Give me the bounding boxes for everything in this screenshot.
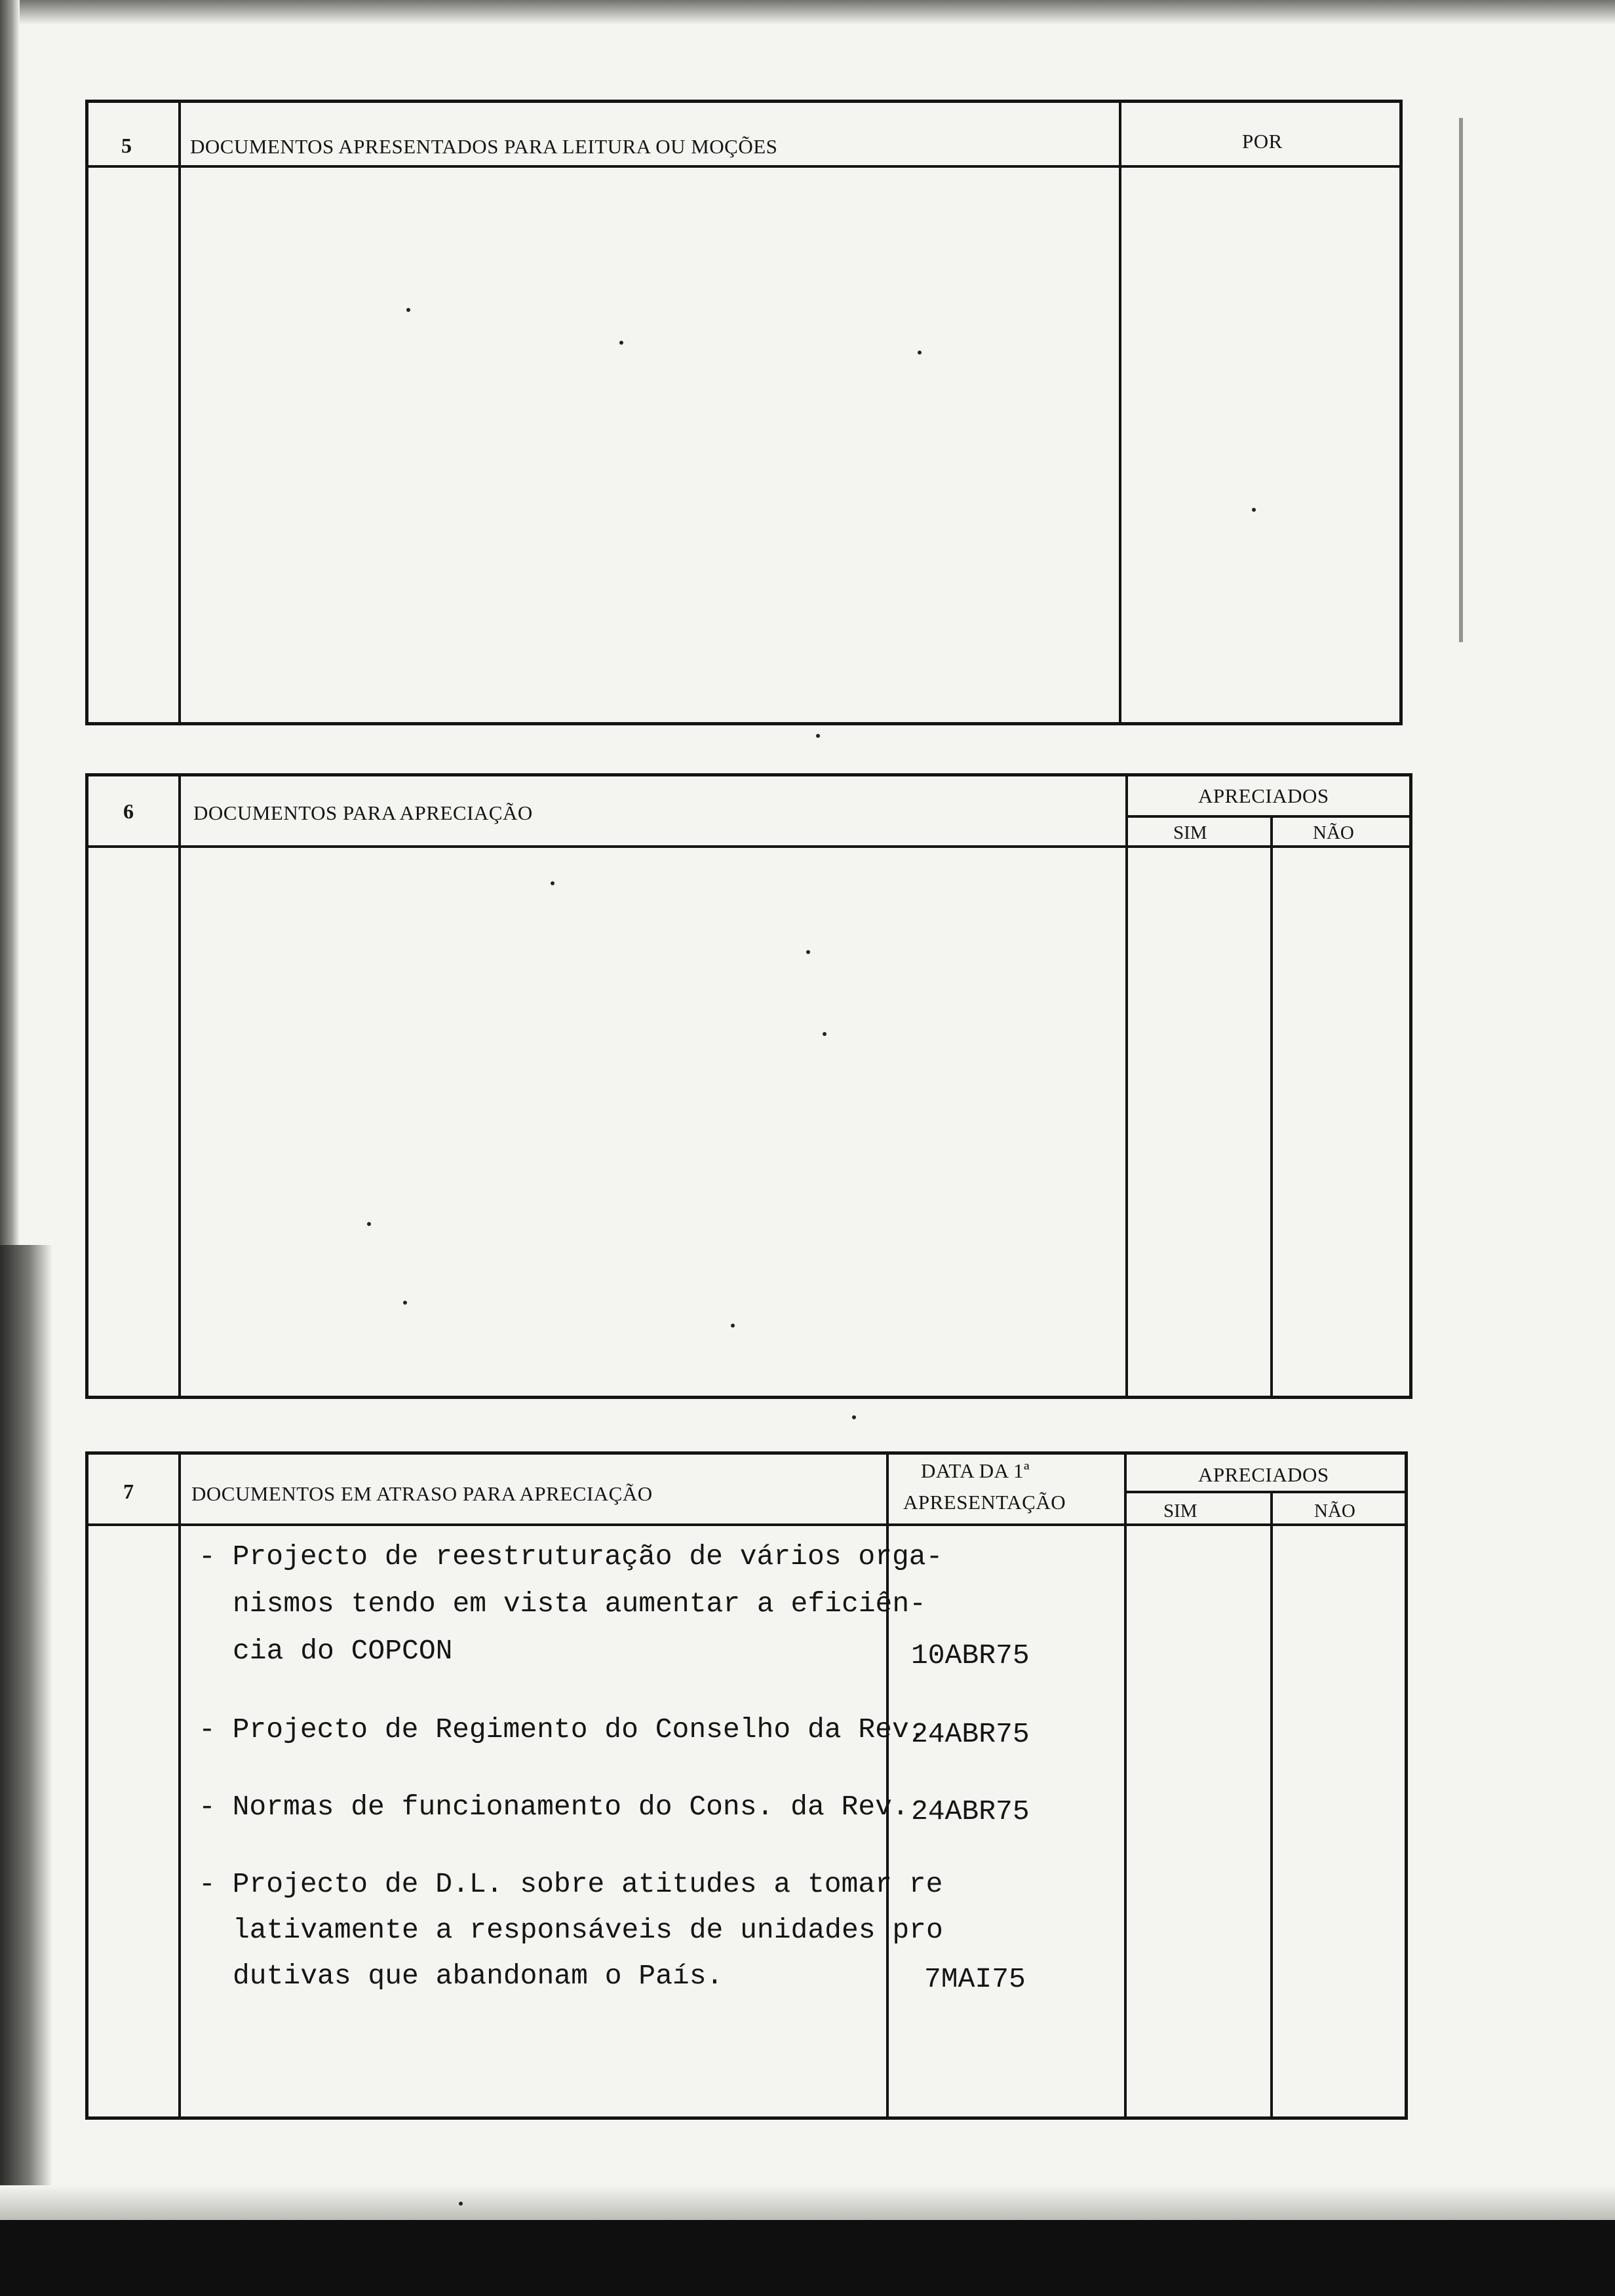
- item-4-line-3: dutivas que abandonam o País.: [233, 1960, 724, 1992]
- item-3-date: 24ABR75: [911, 1795, 1030, 1827]
- scan-speck: [367, 1222, 371, 1226]
- scan-speck: [619, 341, 623, 345]
- section-7-date-header-line1: DATA DA 1ª: [921, 1459, 1030, 1482]
- item-1-line-2: nismos tendo em vista aumentar a eficiên-: [233, 1588, 926, 1620]
- section-6-frame: [85, 773, 1412, 1399]
- scan-speck: [406, 308, 410, 312]
- item-4-line-1: - Projecto de D.L. sobre atitudes a tomar re: [199, 1868, 943, 1900]
- scan-speck: [731, 1324, 735, 1328]
- scan-speck: [551, 881, 555, 885]
- section-7-number: 7: [123, 1480, 134, 1503]
- scan-shadow-left: [0, 1245, 52, 2195]
- item-1-line-1: - Projecto de reestruturação de vários orga-: [199, 1540, 943, 1573]
- section-6-header-rule: [85, 845, 1412, 848]
- scan-edge-bottom: [0, 2220, 1615, 2296]
- section-6-sim-nao-divider: [1270, 815, 1273, 1399]
- section-5-number: 5: [121, 134, 132, 157]
- scan-speck: [459, 2202, 463, 2206]
- section-7-header-rule: [85, 1523, 1408, 1526]
- section-7-apreciados-rule: [1124, 1491, 1408, 1493]
- scan-speck: [816, 734, 820, 738]
- section-6-nao-header: NÃO: [1313, 822, 1354, 843]
- item-4-date: 7MAI75: [924, 1963, 1026, 1995]
- item-3-line-1: - Normas de funcionamento do Cons. da Rev.: [199, 1791, 909, 1823]
- scan-speck: [1252, 508, 1256, 512]
- section-6-title: DOCUMENTOS PARA APRECIAÇÃO: [193, 801, 533, 824]
- section-7-apreciados-divider: [1124, 1451, 1127, 2120]
- item-2-line-1: - Projecto de Regimento do Conselho da Rev.: [199, 1713, 926, 1746]
- scan-speck: [806, 950, 810, 954]
- scan-shadow-bottom: [0, 2185, 1615, 2220]
- section-7-number-divider: [178, 1451, 181, 2120]
- scan-speck: [918, 351, 922, 354]
- item-2-date: 24ABR75: [911, 1718, 1030, 1750]
- section-7-sim-nao-divider: [1270, 1491, 1273, 2120]
- section-7-sim-header: SIM: [1163, 1501, 1197, 1521]
- item-1-line-3: cia do COPCON: [233, 1635, 453, 1667]
- scan-speck: [823, 1032, 827, 1036]
- scan-edge-right: [1459, 118, 1463, 642]
- section-5-header-rule: [85, 165, 1403, 168]
- item-4-line-2: lativamente a responsáveis de unidades pro: [233, 1914, 943, 1946]
- item-1-date: 10ABR75: [911, 1639, 1030, 1672]
- section-7-apreciados-header: APRECIADOS: [1198, 1463, 1329, 1486]
- section-5-por-divider: [1119, 100, 1121, 725]
- scan-speck: [403, 1301, 407, 1305]
- section-6-apreciados-rule: [1125, 815, 1412, 818]
- scan-edge-top: [0, 0, 1615, 25]
- section-7-title: DOCUMENTOS EM ATRASO PARA APRECIAÇÃO: [191, 1482, 653, 1505]
- section-5-title: DOCUMENTOS APRESENTADOS PARA LEITURA OU MOÇÕES: [190, 135, 778, 158]
- section-5-por-header: POR: [1242, 130, 1283, 153]
- section-7-nao-header: NÃO: [1314, 1501, 1355, 1521]
- section-5-frame: [85, 100, 1403, 725]
- section-7-date-header-line2: APRESENTAÇÃO: [903, 1491, 1066, 1514]
- section-6-number: 6: [123, 799, 134, 823]
- scan-speck: [852, 1415, 856, 1419]
- section-6-apreciados-divider: [1125, 773, 1128, 1399]
- section-5-number-divider: [178, 100, 181, 725]
- section-6-apreciados-header: APRECIADOS: [1198, 784, 1329, 807]
- section-6-sim-header: SIM: [1173, 822, 1207, 843]
- section-6-number-divider: [178, 773, 181, 1399]
